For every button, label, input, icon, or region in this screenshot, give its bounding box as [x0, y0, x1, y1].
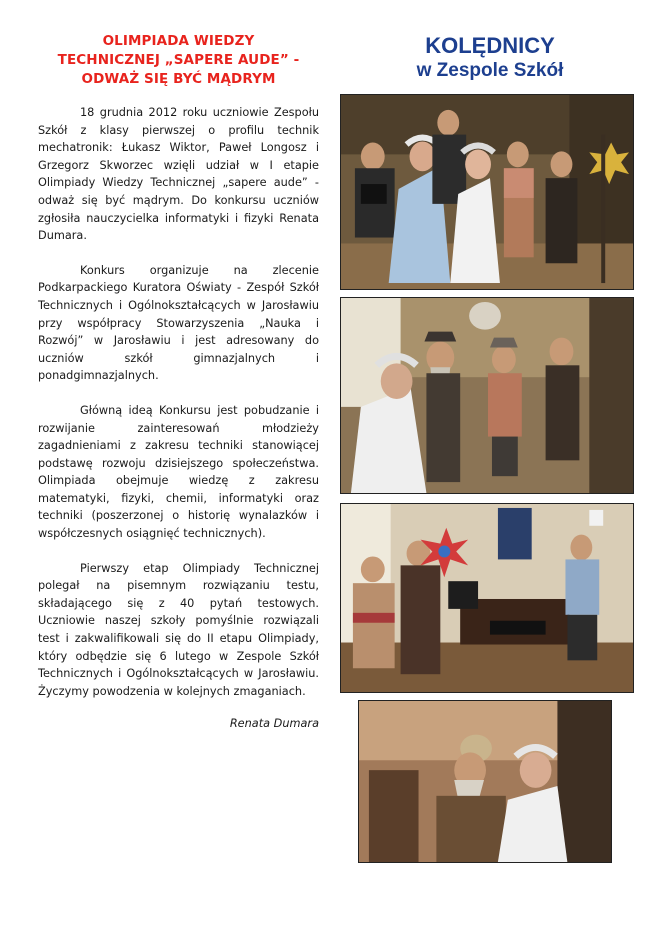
article-paragraph-4: Pierwszy etap Olimpiady Technicznej polegał na pisemnym rozwiązaniu testu, składającego się z 40 pytań testowych. Uczniowie naszej szkoły pomyślnie rozwiązali test i zakwalifikowali się do II etapu Olimpiady, który odbędzie się 6 lutego w Zespole Szkół Technicznych i Ogólnokształcących w Jarosławiu. Życzymy powodzenia w kolejnych zmaganiach.: [38, 561, 319, 698]
article-title: [38, 32, 319, 89]
gallery-photo-4: [358, 700, 612, 863]
gallery-photo-1: [340, 94, 634, 290]
gallery-heading-title: KOLĘDNICY: [425, 33, 555, 58]
gallery-photo-3: [340, 503, 634, 693]
article-title-line-2: TECHNICZNEJ „SAPERE AUDE” -: [57, 52, 300, 68]
article-author: Renata Dumara: [229, 717, 319, 731]
article-paragraph-3: Główną ideą Konkursu jest pobudzanie i rozwijanie zainteresowań młodzieży zagadnieniami z zakresu techniki stanowiącej podstawę rozwoju dzisiejszego społeczeństwa. Olimpiada obejmuje wiedzę z zakresu matematyki, fizyki, chemii, informatyki oraz techniki (poszerzonej o historię wynalazków i współczesnych osiągnięć technicznych).: [38, 403, 319, 541]
article-column: [38, 32, 319, 730]
gallery-heading-subtitle: w Zespole Szkół: [416, 60, 564, 81]
article-title-line-1: OLIMPIADA WIEDZY: [102, 33, 255, 49]
article-title-line-3: ODWAŻ SIĘ BYĆ MĄDRYM: [81, 71, 276, 87]
gallery-heading: [340, 33, 640, 83]
gallery-photo-2: [340, 297, 634, 494]
article-paragraph-2: Konkurs organizuje na zlecenie Podkarpackiego Kuratora Oświaty - Zespół Szkół Technicznych i Ogólnokształcących w Jarosławiu przy współpracy Stowarzyszenia „Nauka i Rozwój” w Jarosławiu i jest adresowany do uczniów szkół gimnazjalnych i ponadgimnazjalnych.: [38, 263, 319, 383]
article-paragraph-1: 18 grudnia 2012 roku uczniowie Zespołu Szkół z klasy pierwszej o profilu technik mechatronik: Łukasz Wiktor, Paweł Longosz i Grzegorz Skworzec wzięli udział w I etapie Olimpiady Wiedzy Technicznej „sapere aude” - odważ się być mądrym. Do konkursu uczniów zgłosiła nauczycielka informatyki i fizyki Renata Dumara.: [38, 106, 319, 243]
